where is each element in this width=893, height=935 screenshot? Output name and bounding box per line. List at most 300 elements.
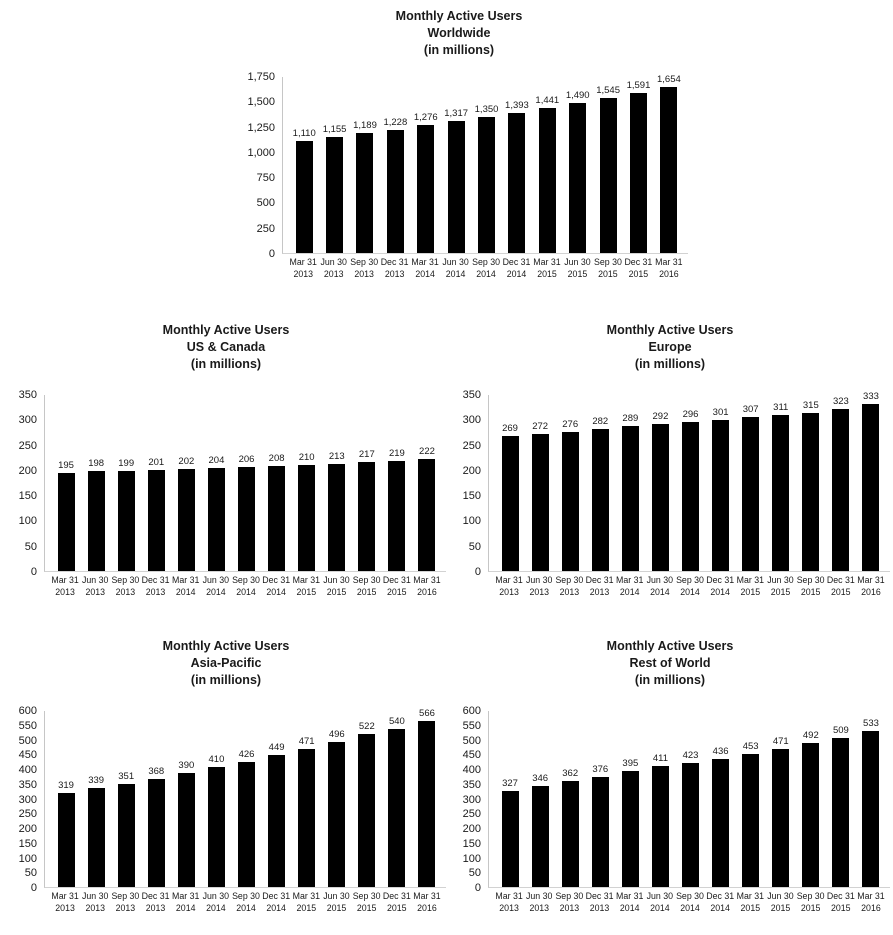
bar	[88, 788, 105, 887]
bar-value-label: 319	[58, 780, 74, 792]
bar-slot	[623, 77, 653, 253]
y-tick-label: 300	[18, 793, 37, 806]
y-tick-label: 450	[18, 749, 37, 762]
bar-value-label: 311	[773, 401, 789, 413]
y-tick-label: 400	[18, 764, 37, 776]
chart-title-line: Worldwide	[427, 26, 491, 40]
x-axis	[44, 572, 446, 598]
bar	[118, 471, 135, 571]
chart-title-line: (in millions)	[423, 43, 495, 57]
bar	[862, 404, 879, 571]
chart-title	[6, 322, 446, 373]
bar-value-label: 423	[682, 749, 699, 761]
y-axis	[450, 389, 488, 578]
x-tick-label: Jun 30 2013	[82, 891, 109, 913]
bar-value-label: 1,350	[474, 104, 499, 116]
chart-body	[450, 705, 890, 914]
bar-slot	[563, 77, 593, 253]
x-tick-label: Dec 31 2013	[380, 257, 409, 279]
bar-value-label: 199	[118, 457, 135, 469]
x-tick-label: Sep 30 2014	[676, 891, 704, 913]
bar-slot	[322, 395, 352, 571]
bar-slot	[292, 395, 322, 571]
bar-slot	[319, 77, 349, 253]
y-tick-label: 500	[256, 197, 275, 210]
bar-slot	[766, 395, 796, 571]
y-tick-label: 1,000	[247, 146, 275, 159]
bar	[178, 773, 195, 887]
bar	[358, 462, 375, 571]
chart-title-line: Rest of World	[629, 656, 711, 670]
y-tick-label: 50	[24, 867, 37, 880]
bar	[652, 766, 669, 887]
x-tick-label: Jun 30 2014	[202, 891, 230, 913]
bar	[600, 98, 617, 253]
bar	[652, 424, 669, 571]
chart-title-line: Monthly Active Users	[606, 639, 734, 653]
y-tick-label: 200	[462, 464, 481, 477]
bar-value-label: 289	[622, 412, 639, 424]
x-axis	[488, 572, 890, 598]
bar	[539, 108, 556, 253]
bar-slot	[350, 77, 380, 253]
x-tick-label: Mar 31 2013	[51, 891, 79, 913]
bar	[356, 133, 373, 253]
bar-slot	[171, 711, 201, 887]
bar-value-label: 307	[742, 403, 759, 415]
bar-slot	[736, 711, 766, 887]
bar	[298, 749, 315, 887]
y-tick-label: 500	[462, 734, 481, 747]
bar-value-label: 1,155	[322, 123, 347, 135]
bar-value-label: 195	[58, 459, 74, 471]
y-tick-label: 200	[462, 823, 481, 835]
chart-europe	[450, 322, 890, 598]
x-tick-label: Sep 30 2013	[555, 575, 584, 597]
bar-value-label: 1,654	[656, 73, 681, 85]
bar	[712, 420, 729, 571]
y-tick-label: 100	[462, 852, 481, 865]
y-tick-label: 300	[462, 414, 481, 427]
x-tick-label: Jun 30 2013	[320, 257, 347, 279]
bar	[148, 779, 165, 887]
bar-slot	[171, 395, 201, 571]
chart-title-line: Monthly Active Users	[395, 9, 523, 23]
bar-slot	[502, 77, 532, 253]
bar-value-label: 217	[358, 448, 375, 460]
bar-slot	[231, 711, 261, 887]
bar	[660, 87, 677, 253]
plot-column	[44, 707, 446, 914]
x-tick-label: Sep 30 2015	[796, 891, 825, 913]
bar-slot	[141, 395, 171, 571]
chart-title-line: US & Canada	[186, 340, 266, 354]
bar-value-label: 471	[772, 735, 789, 747]
bar-slot	[615, 711, 645, 887]
bar-value-label: 1,441	[535, 95, 560, 107]
bar-value-label: 269	[502, 422, 518, 434]
bar	[562, 781, 579, 887]
chart-title	[6, 638, 446, 689]
bar-value-label: 492	[802, 729, 819, 741]
bar-value-label: 509	[832, 724, 849, 736]
bar-value-label: 1,393	[505, 99, 529, 111]
x-tick-label: Dec 31 2014	[262, 891, 291, 913]
y-tick-label: 1,750	[247, 71, 275, 83]
x-tick-label: Mar 31 2015	[736, 575, 765, 597]
bar-slot	[201, 395, 231, 571]
x-tick-label: Mar 31 2013	[495, 575, 523, 597]
bar-slot	[262, 711, 292, 887]
bar	[418, 721, 435, 887]
bar-value-label: 376	[592, 763, 609, 775]
x-tick-label: Sep 30 2015	[352, 891, 381, 913]
plot-area	[44, 707, 446, 888]
bar-value-label: 426	[238, 749, 255, 761]
y-tick-label: 0	[474, 566, 481, 578]
x-tick-label: Dec 31 2015	[382, 891, 411, 913]
x-tick-label: Mar 31 2014	[411, 257, 439, 279]
y-tick-label: 100	[462, 515, 481, 528]
x-tick-label: Jun 30 2015	[767, 575, 794, 597]
bar-value-label: 1,110	[292, 128, 316, 140]
bar-slot	[796, 711, 826, 887]
y-tick-label: 600	[462, 705, 481, 717]
bar-value-label: 1,490	[565, 90, 590, 102]
bar-value-label: 208	[268, 453, 285, 465]
bar	[630, 93, 647, 253]
x-tick-label: Mar 31 2014	[172, 575, 200, 597]
bar-slot	[856, 390, 886, 571]
bar	[832, 738, 849, 887]
bar-value-label: 1,591	[626, 80, 651, 91]
bar-value-label: 198	[88, 458, 105, 470]
bar-value-label: 222	[419, 446, 435, 458]
bar	[569, 103, 586, 253]
y-tick-label: 550	[462, 719, 481, 732]
bar-value-label: 315	[802, 399, 819, 411]
x-tick-label: Jun 30 2013	[526, 575, 553, 597]
bar-slot	[111, 395, 141, 571]
bar-value-label: 1,189	[353, 120, 377, 132]
bar-slot	[495, 711, 525, 887]
y-axis	[6, 705, 44, 894]
y-tick-label: 150	[18, 490, 37, 503]
y-tick-label: 300	[462, 793, 481, 806]
plot-area	[282, 73, 688, 254]
y-tick-label: 0	[474, 882, 481, 894]
plot-column	[488, 390, 890, 598]
y-tick-label: 250	[256, 222, 275, 235]
bar-slot	[231, 395, 261, 571]
x-tick-label: Dec 31 2015	[826, 575, 855, 597]
bar-slot	[352, 711, 382, 887]
bar	[742, 754, 759, 887]
x-tick-label: Mar 31 2013	[289, 257, 317, 279]
bar-slot	[585, 711, 615, 887]
x-tick-label: Sep 30 2014	[676, 575, 704, 597]
bar-value-label: 453	[742, 741, 759, 753]
bar	[622, 771, 639, 887]
x-tick-label: Sep 30 2015	[593, 257, 622, 279]
bar-slot	[525, 711, 555, 887]
x-tick-label: Jun 30 2014	[442, 257, 469, 279]
bar-slot	[382, 395, 412, 571]
chart-body	[450, 389, 890, 598]
y-tick-label: 350	[462, 778, 481, 791]
y-tick-label: 150	[462, 837, 481, 850]
bar-slot	[412, 707, 442, 887]
chart-title-line: Monthly Active Users	[162, 323, 290, 337]
bar-slot	[585, 395, 615, 571]
bar	[532, 786, 549, 887]
y-tick-label: 250	[462, 439, 481, 452]
y-tick-label: 300	[18, 414, 37, 427]
bar-value-label: 272	[532, 421, 549, 433]
x-axis	[44, 888, 446, 914]
plot-area	[488, 390, 890, 572]
bar-slot	[645, 395, 675, 571]
y-axis	[230, 71, 282, 260]
chart-title-line: (in millions)	[634, 673, 706, 687]
x-tick-label: Mar 31 2016	[857, 575, 885, 597]
bar-value-label: 411	[652, 753, 668, 765]
bar	[88, 471, 105, 571]
chart-asia-pacific	[6, 638, 446, 914]
bar-slot	[706, 711, 736, 887]
bar	[58, 793, 75, 887]
bar-slot	[111, 711, 141, 887]
y-tick-label: 50	[468, 540, 481, 553]
bar	[712, 759, 729, 887]
x-tick-label: Dec 31 2014	[262, 575, 291, 597]
bar-value-label: 204	[208, 455, 225, 467]
bar	[682, 422, 699, 571]
bar-value-label: 566	[419, 707, 435, 719]
plot-column	[282, 73, 688, 280]
bar-value-label: 1,276	[413, 111, 438, 123]
bar-value-label: 471	[298, 735, 315, 747]
bar-slot	[352, 395, 382, 571]
bar-slot	[766, 711, 796, 887]
bar	[387, 130, 404, 254]
chart-body	[230, 71, 688, 280]
bar	[326, 137, 343, 253]
x-tick-label: Mar 31 2015	[292, 575, 321, 597]
x-tick-label: Mar 31 2015	[533, 257, 561, 279]
chart-title	[230, 8, 688, 59]
bar	[268, 755, 285, 887]
x-tick-label: Sep 30 2014	[232, 575, 260, 597]
y-tick-label: 350	[18, 778, 37, 791]
bar-value-label: 327	[502, 778, 518, 790]
x-tick-label: Jun 30 2013	[82, 575, 109, 597]
bar-value-label: 346	[532, 772, 549, 784]
x-tick-label: Mar 31 2014	[172, 891, 200, 913]
x-tick-label: Dec 31 2014	[706, 891, 735, 913]
bar	[532, 434, 549, 571]
bar-value-label: 436	[712, 746, 729, 758]
y-tick-label: 600	[18, 705, 37, 717]
bar	[562, 432, 579, 571]
bar-slot	[380, 77, 410, 253]
x-tick-label: Mar 31 2016	[413, 575, 441, 597]
bar-value-label: 339	[88, 774, 105, 786]
bar-slot	[654, 73, 684, 253]
x-tick-label: Jun 30 2015	[767, 891, 794, 913]
chart-title-line: (in millions)	[634, 357, 706, 371]
y-tick-label: 200	[18, 464, 37, 477]
y-tick-label: 550	[18, 719, 37, 732]
bar-slot	[382, 711, 412, 887]
y-tick-label: 450	[462, 749, 481, 762]
bar	[417, 125, 434, 253]
chart-title	[450, 638, 890, 689]
bar	[238, 762, 255, 887]
chart-title-line: (in millions)	[190, 673, 262, 687]
chart-title-line: (in millions)	[190, 357, 262, 371]
x-tick-label: Jun 30 2014	[646, 575, 674, 597]
x-tick-label: Dec 31 2014	[502, 257, 531, 279]
bar-value-label: 496	[328, 728, 345, 740]
bar-value-label: 276	[562, 419, 579, 431]
bar-value-label: 282	[592, 416, 609, 428]
chart-title	[450, 322, 890, 373]
y-tick-label: 0	[268, 248, 275, 260]
bar-slot	[495, 395, 525, 571]
chart-body	[6, 705, 446, 914]
bar	[502, 436, 519, 571]
bar-value-label: 395	[622, 758, 639, 770]
y-tick-label: 150	[462, 490, 481, 503]
x-tick-label: Dec 31 2015	[624, 257, 653, 279]
chart-title-line: Monthly Active Users	[606, 323, 734, 337]
bar-value-label: 410	[208, 753, 225, 765]
x-tick-label: Dec 31 2014	[706, 575, 735, 597]
bar-value-label: 368	[148, 766, 165, 778]
x-tick-label: Jun 30 2015	[323, 891, 350, 913]
y-tick-label: 350	[462, 389, 481, 401]
bar-slot	[593, 77, 623, 253]
bar-slot	[555, 711, 585, 887]
plot-area	[44, 395, 446, 572]
bar-value-label: 351	[118, 771, 135, 783]
bar	[802, 413, 819, 571]
bar-slot	[51, 395, 81, 571]
x-tick-label: Sep 30 2013	[350, 257, 379, 279]
bar	[682, 763, 699, 887]
bar-slot	[201, 711, 231, 887]
bar-value-label: 449	[268, 742, 285, 754]
bar-slot	[441, 77, 471, 253]
x-tick-label: Mar 31 2015	[292, 891, 321, 913]
chart-rest-of-world	[450, 638, 890, 914]
y-tick-label: 100	[18, 515, 37, 528]
y-tick-label: 500	[18, 734, 37, 747]
y-tick-label: 1,250	[247, 121, 275, 134]
bar	[622, 426, 639, 571]
x-tick-label: Sep 30 2014	[232, 891, 260, 913]
x-tick-label: Jun 30 2014	[646, 891, 674, 913]
x-tick-label: Sep 30 2014	[472, 257, 500, 279]
chart-worldwide	[230, 8, 688, 280]
bar	[802, 743, 819, 887]
bar	[862, 731, 879, 887]
bar	[772, 749, 789, 887]
x-tick-label: Sep 30 2015	[352, 575, 381, 597]
y-tick-label: 350	[18, 389, 37, 401]
bar-slot	[796, 395, 826, 571]
x-tick-label: Mar 31 2013	[495, 891, 523, 913]
bar-slot	[262, 395, 292, 571]
bar	[772, 415, 789, 571]
bar-slot	[51, 711, 81, 887]
x-tick-label: Mar 31 2015	[736, 891, 765, 913]
x-tick-label: Mar 31 2014	[616, 575, 644, 597]
bar-slot	[555, 395, 585, 571]
bar	[148, 470, 165, 571]
y-tick-label: 400	[462, 764, 481, 776]
x-tick-label: Jun 30 2015	[323, 575, 350, 597]
bar-slot	[292, 711, 322, 887]
bar-slot	[532, 77, 562, 253]
y-tick-label: 750	[256, 172, 275, 185]
y-tick-label: 150	[18, 837, 37, 850]
bar	[592, 777, 609, 887]
x-tick-label: Sep 30 2013	[555, 891, 584, 913]
x-tick-label: Jun 30 2015	[564, 257, 591, 279]
bar	[832, 409, 849, 571]
bar	[388, 729, 405, 887]
bar-slot	[615, 395, 645, 571]
bar	[118, 784, 135, 887]
bar	[418, 459, 435, 571]
x-tick-label: Dec 31 2013	[141, 891, 170, 913]
chart-title-line: Europe	[648, 340, 692, 354]
plot-column	[44, 395, 446, 598]
bar-value-label: 201	[148, 456, 165, 468]
bar-value-label: 533	[863, 717, 879, 729]
bar-value-label: 362	[562, 767, 579, 779]
bar-slot	[826, 395, 856, 571]
y-tick-label: 200	[18, 823, 37, 835]
x-tick-label: Dec 31 2013	[141, 575, 170, 597]
bar	[208, 468, 225, 571]
bar-value-label: 390	[178, 759, 195, 771]
bar	[478, 117, 495, 253]
x-tick-label: Dec 31 2013	[585, 575, 614, 597]
y-tick-label: 100	[18, 852, 37, 865]
bar-value-label: 202	[178, 456, 195, 468]
bar	[448, 121, 465, 253]
y-tick-label: 0	[30, 882, 37, 894]
bar	[238, 467, 255, 571]
bar-slot	[675, 395, 705, 571]
x-tick-label: Sep 30 2013	[111, 891, 140, 913]
x-tick-label: Jun 30 2013	[526, 891, 553, 913]
plot-area	[488, 711, 890, 888]
x-tick-label: Mar 31 2016	[857, 891, 885, 913]
chart-title-line: Asia-Pacific	[190, 656, 262, 670]
bar-value-label: 206	[238, 454, 255, 466]
bar-value-label: 540	[388, 715, 405, 727]
bar	[328, 464, 345, 571]
bar-value-label: 210	[298, 452, 315, 464]
bar-value-label: 1,228	[383, 116, 408, 128]
bar-slot	[736, 395, 766, 571]
y-tick-label: 50	[468, 867, 481, 880]
bar-value-label: 522	[358, 720, 375, 732]
